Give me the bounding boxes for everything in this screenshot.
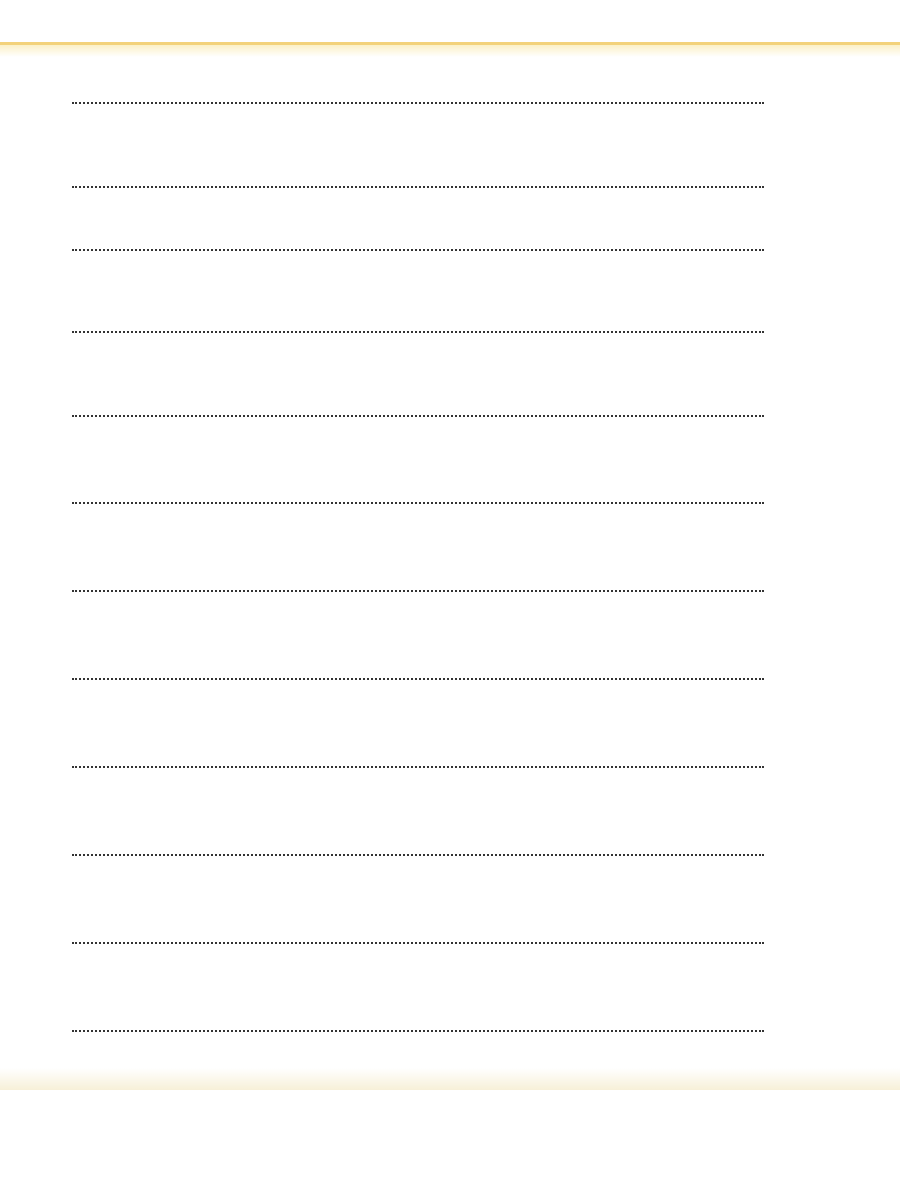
toc-entry-myshonok-i-karandash xyxy=(66,808,794,884)
entry-illustrator-line xyxy=(66,946,794,972)
entry-author xyxy=(66,720,794,744)
toc-entry-pryanichnyy-domik xyxy=(66,456,794,532)
dot-leader xyxy=(72,678,764,680)
toc-entry-khorosho-spryatannaya-kotleta xyxy=(66,140,794,216)
dot-leader xyxy=(72,1030,764,1032)
entry-illustrator-line xyxy=(66,253,794,279)
entry-author xyxy=(66,56,794,80)
toc-entry-skazka-o-pervykh-yagodakh xyxy=(66,285,794,361)
dot-leader xyxy=(72,102,764,104)
toc-entry-v-gostyakh-u-cheburashki xyxy=(66,896,794,972)
toc-entry-lis-i-myshonok xyxy=(66,56,794,132)
top-decorative-strip xyxy=(0,0,900,45)
dot-leader xyxy=(72,331,764,333)
bottom-strip-fade xyxy=(0,1068,900,1090)
entry-author xyxy=(66,544,794,568)
dot-leader xyxy=(72,186,764,188)
entry-illustrator-line xyxy=(66,858,794,884)
dot-leader xyxy=(72,590,764,592)
dot-leader xyxy=(72,502,764,504)
toc-entry-oblachkovoe-molochko xyxy=(66,984,794,1060)
entry-author xyxy=(66,285,794,309)
entry-author xyxy=(66,140,794,164)
entry-illustrator-line xyxy=(66,190,794,216)
entry-illustrator-line xyxy=(66,594,794,620)
dot-leader xyxy=(72,766,764,768)
toc-entry-seredina-sosiski xyxy=(66,227,794,279)
entry-title xyxy=(66,456,794,482)
bottom-decorative-strip xyxy=(0,1088,900,1200)
toc-entry-skvorechnik-dlya-babochki xyxy=(66,632,794,708)
dot-leader xyxy=(72,854,764,856)
entry-illustrator-line xyxy=(66,106,794,132)
entry-illustrator-line xyxy=(66,506,794,532)
entry-illustrator-line xyxy=(66,1034,794,1060)
toc-entry-dva-kozlika xyxy=(66,720,794,796)
dot-leader xyxy=(72,249,764,251)
dot-leader xyxy=(72,942,764,944)
entry-author xyxy=(66,984,794,1008)
dot-leader xyxy=(72,415,764,417)
entry-author xyxy=(66,808,794,832)
toc-entry-petukh-i-kraski xyxy=(66,544,794,620)
entry-illustrator-line xyxy=(66,682,794,708)
entry-author xyxy=(66,632,794,656)
entry-illustrator-line xyxy=(66,419,794,445)
entry-author xyxy=(66,369,794,393)
entry-illustrator-line xyxy=(66,335,794,361)
entry-illustrator-line xyxy=(66,770,794,796)
entry-author xyxy=(66,896,794,920)
toc-entry-yozh xyxy=(66,369,794,445)
